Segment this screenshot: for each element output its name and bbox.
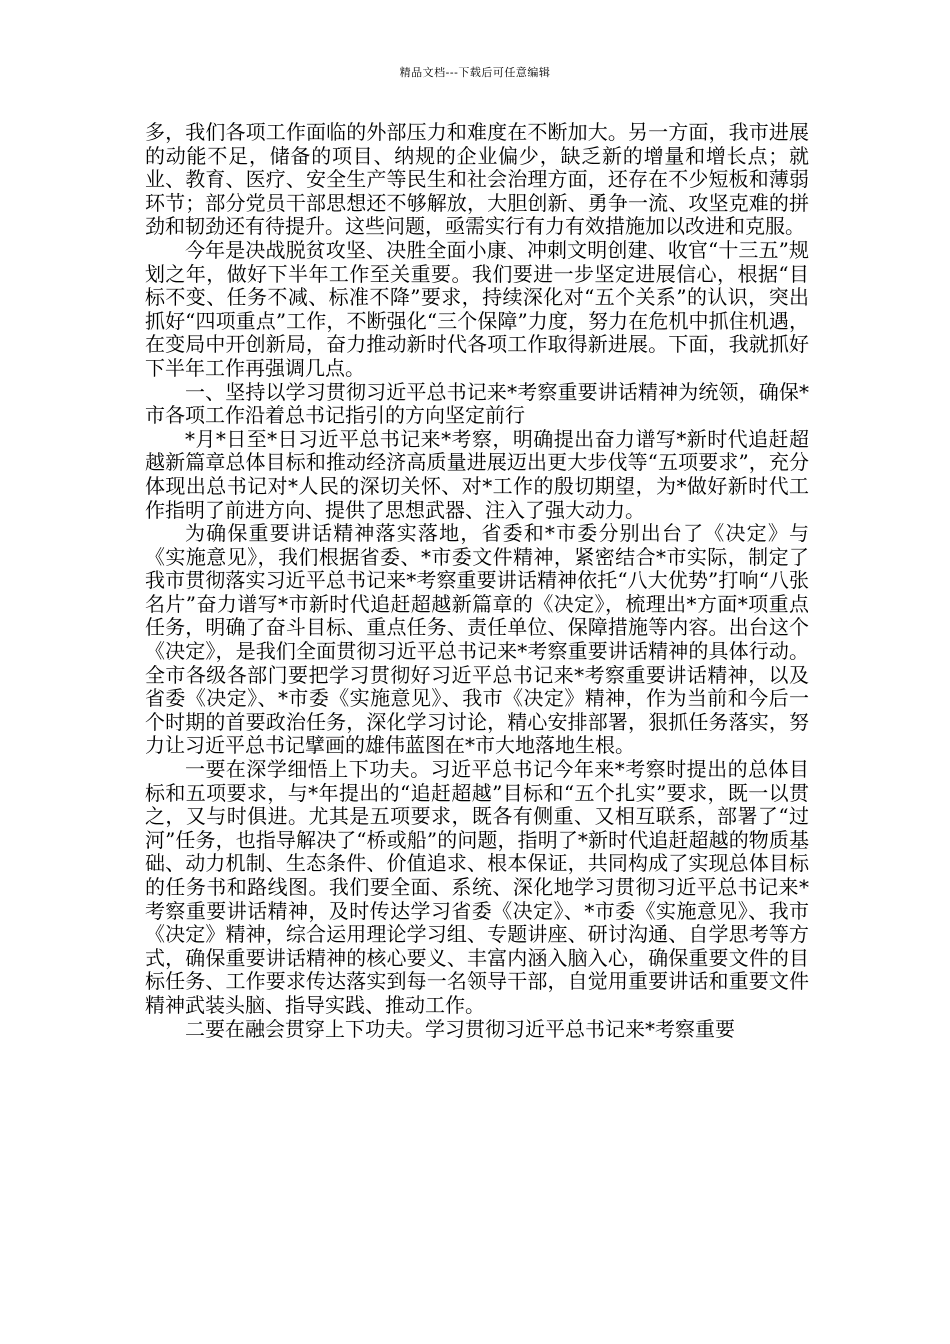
paragraph-2: 今年是决战脱贫攻坚、决胜全面小康、冲刺文明创建、收官“十三五”规划之年，做好下半年工作至关重要。我们要进一步坚定进展信心，根据“目标不变、任务不减、标准不降”要求，持续深化对“五个关系”的认识，突出抓好“四项重点”工作，不断强化“三个保障”力度，努力在危机中抓住机遇，在变局中开创新局，奋力推动新时代各项工作取得新进展。下面，我就抓好下半年工作再强调几点。 [145, 237, 809, 380]
document-body [145, 121, 809, 1041]
paragraph-4: 为确保重要讲话精神落实落地，省委和*市委分别出台了《决定》与《实施意见》，我们根据省委、*市委文件精神，紧密结合*市实际，制定了我市贯彻落实习近平总书记来*考察重要讲话精神依托“八大优势”打响“八张名片”奋力谱写*市新时代追赶超越新篇章的《决定》，梳理出*方面*项重点任务，明确了奋斗目标、重点任务、责任单位、保障措施等内容。出台这个《决定》，是我们全面贯彻习近平总书记来*考察重要讲话精神的具体行动。全市各级各部门要把学习贯彻好习近平总书记来*考察重要讲话精神，以及省委《决定》、*市委《实施意见》、我市《决定》精神，作为当前和今后一个时期的首要政治任务，深化学习讨论，精心安排部署，狠抓任务落实，努力让习近平总书记擘画的雄伟蓝图在*市大地落地生根。 [145, 521, 809, 758]
paragraph-5: 一要在深学细悟上下功夫。习近平总书记今年来*考察时提出的总体目标和五项要求，与*年提出的“追赶超越”目标和“五个扎实”要求，既一以贯之，又与时俱进。尤其是五项要求，既各有侧重、又相互联系，部署了“过河”任务，也指导解决了“桥或船”的问题，指明了*新时代追赶超越的物质基础、动力机制、生态条件、价值追求、根本保证，共同构成了实现总体目标的任务书和路线图。我们要全面、系统、深化地学习贯彻习近平总书记来*考察重要讲话精神，及时传达学习省委《决定》、*市委《实施意见》、我市《决定》精神，综合运用理论学习组、专题讲座、研讨沟通、自学思考等方式，确保重要讲话精神的核心要义、丰富内涵入脑入心，确保重要文件的目标任务、工作要求传达落实到每一名领导干部，自觉用重要讲话和重要文件精神武装头脑、指导实践、推动工作。 [145, 757, 809, 1017]
paragraph-3: *月*日至*日习近平总书记来*考察，明确提出奋力谱写*新时代追赶超越新篇章总体目标和推动经济高质量进展迈出更大步伐等“五项要求”，充分体现出总书记对*人民的深切关怀、对*工作的殷切期望，为*做好新时代工作指明了前进方向、提供了思想武器、注入了强大动力。 [145, 426, 809, 522]
paragraph-1: 多，我们各项工作面临的外部压力和难度在不断加大。另一方面，我市进展的动能不足，储备的项目、纳规的企业偏少，缺乏新的增量和增长点；就业、教育、医疗、安全生产等民生和社会治理方面，还存在不少短板和薄弱环节；部分党员干部思想还不够解放，大胆创新、勇争一流、攻坚克难的拼劲和韧劲还有待提升。这些问题，亟需实行有力有效措施加以改进和克服。 [145, 120, 809, 239]
paragraph-6: 二要在融会贯穿上下功夫。学习贯彻习近平总书记来*考察重要 [185, 1016, 735, 1041]
page-header: 精品文档---下载后可任意编辑 [399, 66, 551, 79]
section-heading-1: 一、坚持以学习贯彻习近平总书记来*考察重要讲话精神为统领，确保*市各项工作沿着总书记指引的方向坚定前行 [145, 379, 809, 428]
